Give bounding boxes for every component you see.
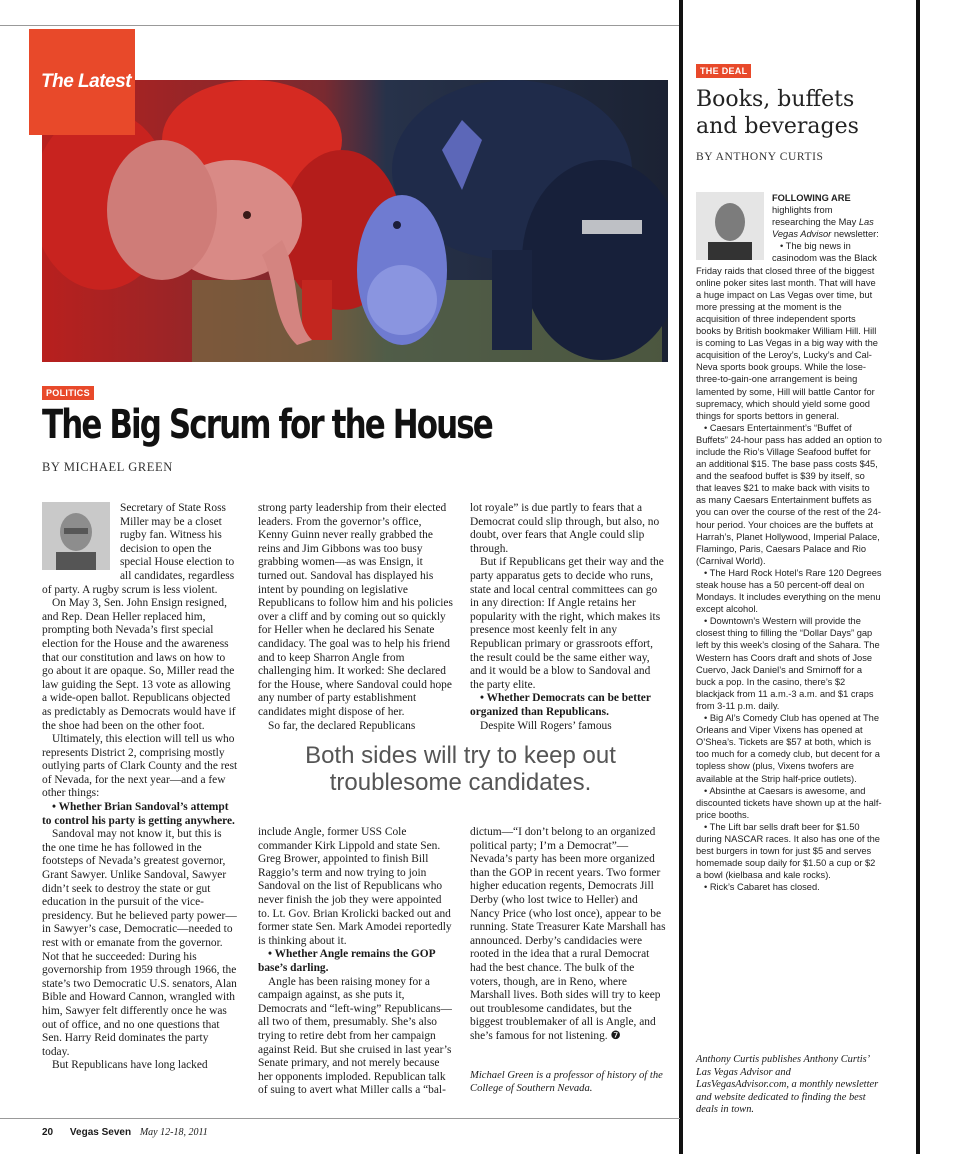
sidebar-lead-text: highlights from researching the May <box>772 205 857 228</box>
author-note: Michael Green is a professor of history of the College of Southern Nevada. <box>470 1070 663 1094</box>
article-column-2-top <box>258 502 454 733</box>
pull-quote: Both sides will try to keep out troublesome candidates. <box>305 742 616 796</box>
article-tag: POLITICS <box>42 386 94 400</box>
sidebar-item: • Caesars Entertainment’s “Buffet of Buffets” 24-hour pass has added an option to include the Rio’s Village Seafood buffet for an additional $15. The base pass costs $45, and the seafood buffet is $39 by itself, so that leaves $21 to make back with visits to as many Caesars Entertainment buffets as you can over the course of the rest of the 24-hour period. Your choices are the buffets at Harrah’s, Planet Hollywood, Imperial Palace, Flamingo, Paris, Caesars Palace and Rio (Carnival World). <box>696 422 882 566</box>
column-divider-right <box>916 0 920 1154</box>
folio <box>42 1127 208 1138</box>
publication-name: Vegas Seven <box>69 1127 132 1138</box>
paragraph: Angle has been raising money for a campaign against, as she puts it, Democrats and “left-wing” Republicans—all two of them, presumably. She’s also trying to retire debt from her campaign against Reid. But she cruised in last year’s Senate primary, and not merely because her opponents imploded. Republican talk of suing to avert what Miller calls a “bal- <box>258 975 452 1097</box>
article-column-3-bottom <box>470 826 666 1044</box>
subhead: • Whether Angle remains the GOP base’s darling. <box>258 948 435 974</box>
sidebar-item: • The big news in casinodom was the Black Friday raids that closed three of the biggest online poker sites last month. That will have a huge impact on Las Vegas over time, but more pressing at the moment is the acquisition of three independent sports books by British bookmaker William Hill. Hill is coming to Las Vegas in a big way with the acquisition of the Leroy’s, Lucky’s and Cal-Neva sports book groups. While the lose-three-to-gain-one arrangement is being lamented by some, Hill will battle Cantor for supremacy, which should yield some good things for sports bettors in general. <box>696 241 878 421</box>
paragraph: So far, the declared Republicans <box>268 719 416 732</box>
sidebar-lead-italic: Las Vegas Advisor <box>772 217 874 240</box>
sidebar-item: • Rick’s Cabaret has closed. <box>704 882 820 893</box>
sidebar-tag: THE DEAL <box>696 64 751 78</box>
paragraph: But if Republicans get their way and the party apparatus gets to decide who runs, state and local central committees can go in any direction: If Angle retains her popularity with the right, which makes its presence most keenly felt in any Republican primary or grassroots effort, the result could be the same either way, and it would be a blow to Sandoval and the party elite. <box>470 556 664 691</box>
subhead: • Whether Democrats can be better organized than Republicans. <box>470 692 651 718</box>
top-rule <box>0 25 680 26</box>
sidebar-item: • Absinthe at Caesars is awesome, and discounted tickets have shown up at the half-price booths. <box>696 785 882 820</box>
sidebar-lead-end: newsletter: <box>833 229 879 240</box>
sidebar-byline: BY ANTHONY CURTIS <box>696 151 824 163</box>
sidebar-item: • The Hard Rock Hotel’s Rare 120 Degrees steak house has a 50 percent-off deal on Mondays. It includes everything on the menu except alcohol. <box>696 567 882 615</box>
column-divider-left <box>679 0 683 1154</box>
sidebar-footnote: Anthony Curtis publishes Anthony Curtis’ Las Vegas Advisor and LasVegasAdvisor.com, a monthly newsletter and website dedicated to finding the best deals in town. <box>696 1054 879 1116</box>
page-number: 20 <box>42 1127 54 1138</box>
bottom-rule <box>0 1118 680 1119</box>
article-column-2-bottom <box>258 826 454 1098</box>
sidebar-author-photo <box>696 192 764 260</box>
subhead: • Whether Brian Sandoval’s attempt to control his party is getting anywhere. <box>42 801 235 827</box>
sidebar-lead-bold: FOLLOWING ARE <box>772 193 851 203</box>
article-headline: The Big Scrum for the House <box>42 402 492 448</box>
paragraph: strong party leadership from their elected leaders. From the governor’s office, Kenny Guinn never really grabbed the reins and Jim Gibbons was too busy grabbing women—as was Ensign, it turned out. Sandoval has displayed his intent by pounding on legislative Republicans to follow him and his policies over a cliff and by coming out so quickly for Heller when he declared his Senate candidacy. The goal was to help his friend and to keep Sharron Angle from challenging him. It worked: She declared for the House, where Sandoval could hope any number of party establishment candidates might dispose of her. <box>258 502 453 718</box>
paragraph: Sandoval may not know it, but this is the one time he has followed in the footsteps of Nevada’s greatest governor, Grant Sawyer. Unlike Sandoval, Sawyer didn’t seek to destroy the state or gut education in the pursuit of the vice-presidency. But he believed party power—in Sawyer’s case, Democratic—needed to rest with or emanate from the governor. Not that he succeeded: During his governorship from 1959 through 1966, the state’s two Democratic U.S. senators, Alan Bible and Howard Cannon, wrangled with him, Sawyer felt differently once he was out of office, and no one questions that Sen. Harry Reid dominates the party today. <box>42 828 237 1058</box>
paragraph: But Republicans have long lacked <box>52 1059 208 1072</box>
hero-image <box>42 80 668 362</box>
paragraph: dictum—“I don’t belong to an organized political party; I’m a Democrat”—Nevada’s party has been more organized than the GOP in recent years. Two former higher education regents, Democrats Jill Derby (who lost twice to Heller) and Nancy Price (who lost once), appear to be running. State Treasurer Kate Marshall has announced. Derby’s candidacies were rooted in the idea that a rural Democrat had the best chance. The bulk of the voters, though, are in Reno, where Marshall lives. Both sides will try to keep out troublesome candidates, but the biggest troublemaker of all is Angle, and she’s famous for not listening. ❼ <box>470 826 666 1042</box>
paragraph: Despite Will Rogers’ famous <box>480 719 612 732</box>
sidebar-item: • The Lift bar sells draft beer for $1.50 during NASCAR races. It also has one of the best burgers in town for just $5 and serves homemade soup daily for $1.50 a cup or $2 a bowl (kielbasa and kale rocks). <box>696 821 880 881</box>
paragraph: Secretary of State Ross Miller may be a closet rugby fan. Witness his decision to open the special House election to all candidates, regardless of party. A rugby scrum is less violent. <box>42 502 235 596</box>
paragraph: Ultimately, this election will tell us who represents District 2, comprising mostly outlying parts of Clark County and the rest of Nevada, for the next year—and a few other things: <box>42 733 238 800</box>
sidebar-item: • Downtown’s Western will provide the closest thing to filling the “Dollar Days” gap left by this week’s closing of the Sahara. The Western has Coors draft and shots of Jose Cuervo, Jack Daniel’s and Smirnoff for a buck a pop. In the casino, there’s $2 blackjack from 11 a.m.-3 a.m. and $1 craps from 3-11 p.m. daily. <box>696 616 880 711</box>
paragraph: On May 3, Sen. John Ensign resigned, and Rep. Dean Heller replaced him, prompting both Nevada’s first special election for the House and the awareness that our constitution and laws on how to go about it are opaque. So, Miller read the law guiding the Sept. 13 vote as allowing a wide-open ballot. Republicans objected as predictably as Democrats would have if the shoe had been on the other foot. <box>42 597 236 732</box>
issue-date: May 12-18, 2011 <box>139 1127 208 1138</box>
section-brand-box <box>29 29 135 135</box>
paragraph: include Angle, former USS Cole commander Kirk Lippold and state Sen. Greg Brower, appointed to finish Bill Raggio’s term and now trying to join Sandoval on the list of Republicans who never finish the job they were appointed to. Lt. Gov. Brian Krolicki backed out and former state Sen. Mark Amodei reportedly is thinking about it. <box>258 826 452 947</box>
paragraph: lot royale” is due partly to fears that a Democrat could slip through, but also, no doubt, over fears that Angle could slip through. <box>470 502 660 555</box>
sidebar-body <box>696 192 882 893</box>
sidebar-item: • Big Al’s Comedy Club has opened at The Orleans and Viper Vixens has opened at O’Shea’s. Tickets are $57 at both, which is too much for a comedy club, but decent for a topless show (plus, Vixens twofers are available at the Strip half-price outlets). <box>696 713 880 784</box>
sidebar-title: Books, buffets and beverages <box>696 87 859 139</box>
section-label: The Latest <box>41 71 132 92</box>
author-photo <box>42 502 110 570</box>
article-column-3-top <box>470 502 666 733</box>
article-byline: BY MICHAEL GREEN <box>42 460 173 474</box>
article-column-1 <box>42 502 238 1073</box>
